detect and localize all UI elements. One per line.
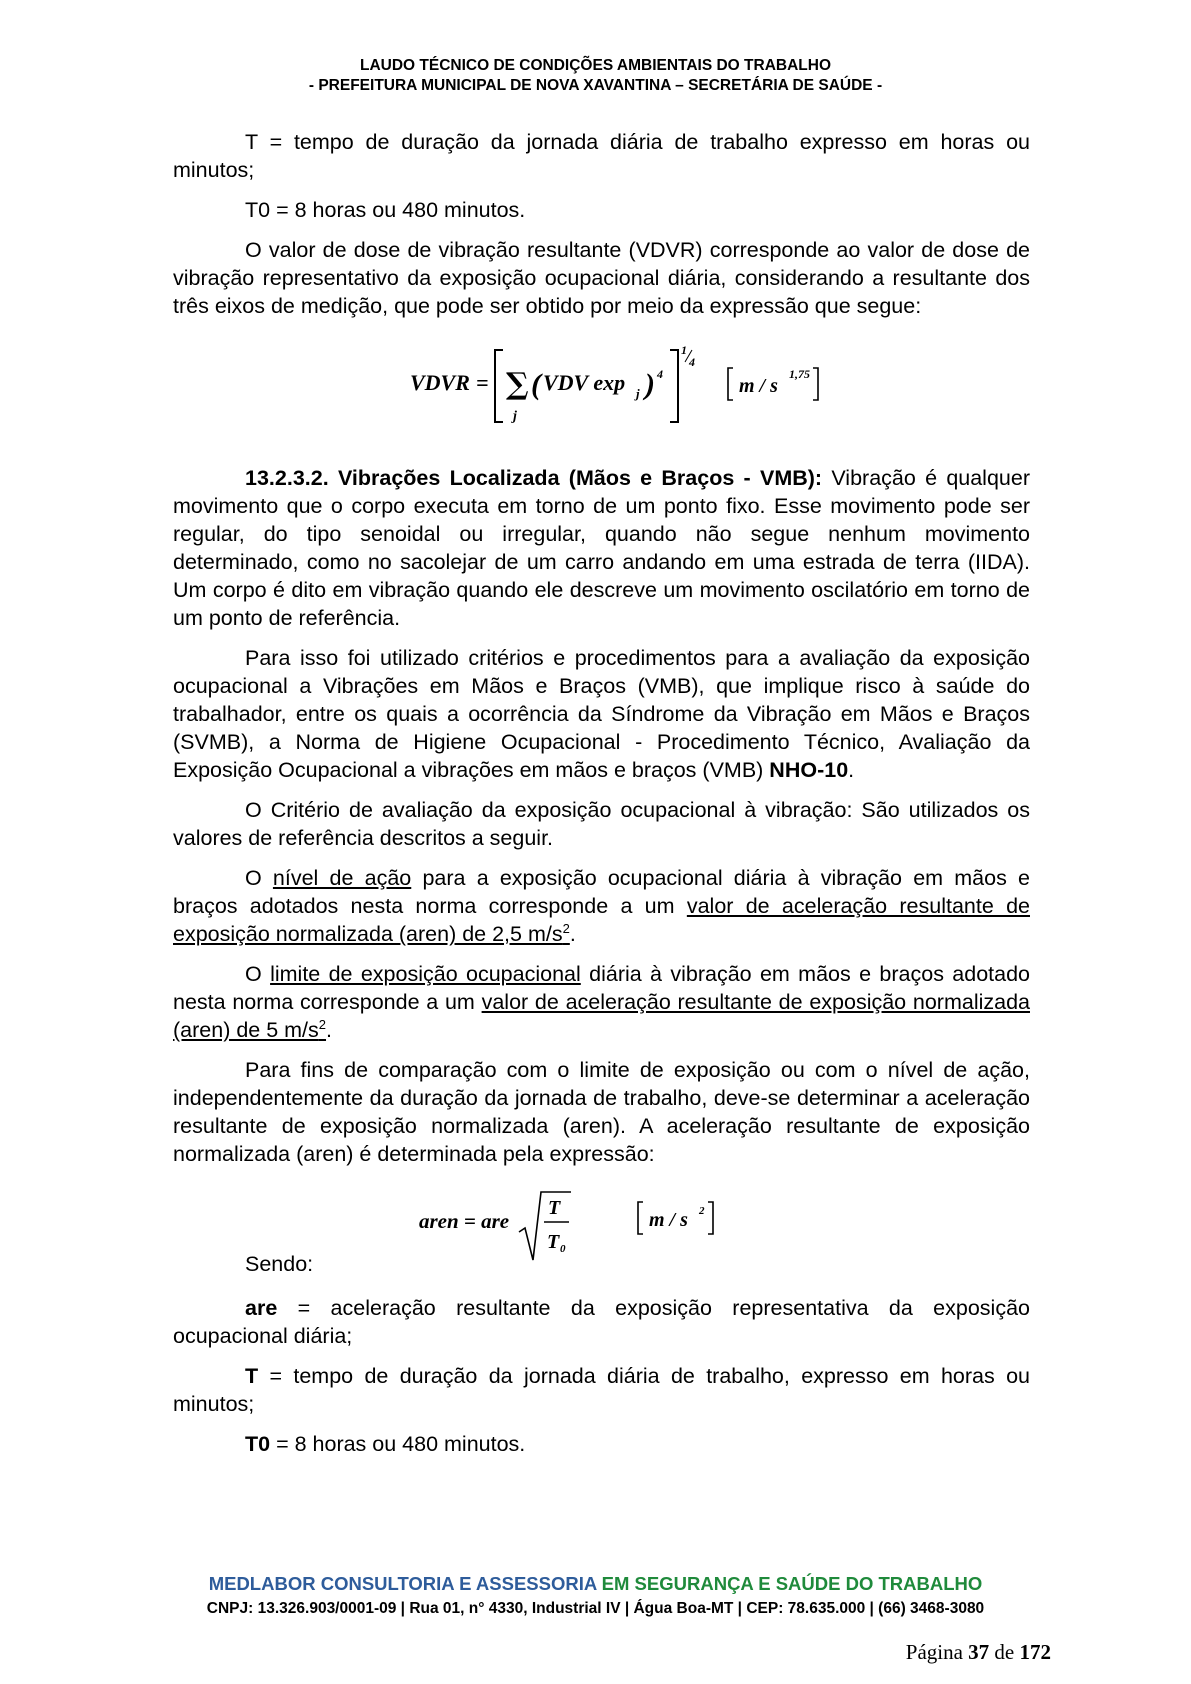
label-sendo: Sendo: bbox=[245, 1252, 314, 1276]
sum-symbol: ∑ bbox=[506, 367, 529, 402]
section-heading-vmb: 13.2.3.2. Vibrações Localizada (Mãos e Braços - VMB): bbox=[245, 466, 823, 490]
footer-company-specialty: EM SEGURANÇA E SAÚDE DO TRABALHO bbox=[596, 1573, 983, 1594]
term-exposure-limit: limite de exposição ocupacional bbox=[270, 962, 581, 986]
definition-t: T = tempo de duração da jornada diária de trabalho, expresso em horas ou minutos; bbox=[173, 1364, 1030, 1416]
paragraph-t0-definition: T0 = 8 horas ou 480 minutos. bbox=[245, 198, 526, 222]
footer-address: CNPJ: 13.326.903/0001-09 | Rua 01, n° 4330, Industrial IV | Água Boa-MT | CEP: 78.635.000 | (66) 3468-3080 bbox=[206, 1600, 985, 1617]
unit2-left-bracket bbox=[638, 1202, 643, 1234]
unit-left-bracket bbox=[728, 368, 733, 400]
outer-exponent-den: 4 bbox=[689, 355, 695, 369]
unit-right-bracket bbox=[813, 368, 818, 400]
term-action-level: nível de ação bbox=[272, 866, 412, 890]
unit-text: m / s bbox=[739, 375, 778, 397]
paragraph-t-definition: T = tempo de duração da jornada diária de trabalho expresso em horas ou minutos; bbox=[173, 130, 1030, 182]
formula-vdvr-lhs: VDVR bbox=[410, 370, 470, 395]
paragraph-comparison: Para fins de comparação com o limite de exposição ou com o nível de ação, independentemente da duração da jornada de trabalho, deve-se determinar a aceleração resultante de exposição normalizada (aren). A aceleração resultante de exposição normalizada (aren) é determinada pela expressão: bbox=[173, 1058, 1030, 1166]
value-action-level: valor de aceleração resultante de exposição normalizada (aren) de 2,5 $m/s^2$ bbox=[173, 894, 1030, 946]
fraction-numerator: T bbox=[548, 1197, 561, 1219]
right-bracket bbox=[670, 350, 678, 422]
formula-aren-lhs: aren = are bbox=[419, 1209, 510, 1233]
paragraph-evaluation: O Critério de avaliação da exposição ocupacional à vibração: São utilizados os valores de referência descritos a seguir. bbox=[173, 798, 1030, 850]
value-exposure-limit: valor de aceleração resultante de exposição normalizada (aren) de 5 $m/s^2$ bbox=[173, 990, 1030, 1042]
unit-exponent: 1,75 bbox=[789, 367, 810, 381]
norm-reference: NHO-10 bbox=[769, 758, 849, 782]
page-total: 172 bbox=[1019, 1640, 1051, 1664]
unit2-text: m / s bbox=[649, 1209, 688, 1231]
formula-vdvr-eq: = bbox=[476, 370, 489, 395]
formula-vdvr-graphic bbox=[173, 340, 1030, 436]
denominator-subscript: 0 bbox=[560, 1243, 566, 1255]
header-title: LAUDO TÉCNICO DE CONDIÇÕES AMBIENTAIS DO TRABALHO bbox=[359, 57, 832, 74]
footer-company bbox=[0, 1573, 1191, 1595]
page-number: Página 37 de 172 bbox=[905, 1640, 1051, 1664]
paragraph-action-level: O nível de ação para a exposição ocupacional diária à vibração em mãos e braços adotados nesta norma corresponde a um valor de aceleração resultante de exposição normalizada (aren) de 2,5 $m/s^2$. bbox=[173, 866, 1030, 946]
unit2-right-bracket bbox=[708, 1202, 713, 1234]
page-current: 37 bbox=[968, 1640, 990, 1664]
definition-are: are = aceleração resultante da exposição representativa da exposição ocupacional diária; bbox=[173, 1296, 1030, 1348]
close-paren: ) bbox=[645, 368, 655, 401]
formula-aren bbox=[173, 1186, 1030, 1264]
definition-t0: T0 = 8 horas ou 480 minutos. bbox=[245, 1432, 526, 1456]
formula-vdv-exp: VDV exp bbox=[543, 370, 626, 395]
fraction-denominator: T bbox=[547, 1231, 560, 1253]
formula-aren-graphic bbox=[173, 1186, 1030, 1264]
paragraph-vdvr: O valor de dose de vibração resultante (VDVR) corresponde ao valor de dose de vibração representativo da exposição ocupacional diária, considerando a resultante dos três eixos de medição, que pode ser obtido por meio da expressão que segue: bbox=[173, 238, 1030, 318]
document-header bbox=[0, 56, 1191, 96]
unit2-exponent: 2 bbox=[699, 1205, 705, 1217]
formula-vdvr bbox=[173, 340, 1030, 436]
paragraph-vmb: 13.2.3.2. Vibrações Localizada (Mãos e Braços - VMB): Vibração é qualquer movimento que o corpo executa em torno de um ponto fixo. Esse movimento pode ser regular, do tipo senoidal ou irregular, quando não segue nenhum movimento determinado, como no sacolejar de um carro andando em uma estrada de terra (IIDA). Um corpo é dito em vibração quando ele descreve um movimento oscilatório em torno de um ponto de referência. bbox=[173, 466, 1030, 630]
outer-exponent-num: 1 bbox=[681, 343, 687, 357]
term-index: j bbox=[636, 386, 640, 401]
sum-index: j bbox=[513, 409, 517, 424]
paragraph-exposure-limit: O limite de exposição ocupacional diária à vibração em mãos e braços adotado nesta norma corresponde a um valor de aceleração resultante de exposição normalizada (aren) de 5 $m/s^2$. bbox=[173, 962, 1031, 1042]
paragraph-criteria: Para isso foi utilizado critérios e procedimentos para a avaliação da exposição ocupacional a Vibrações em Mãos e Braços (VMB), que implique risco à saúde do trabalhador, entre os quais a ocorrência da Síndrome da Vibração em Mãos e Braços (SVMB), a Norma de Higiene Ocupacional - Procedimento Técnico, Avaliação da Exposição Ocupacional a vibrações em mãos e braços (VMB) NHO-10. bbox=[173, 646, 1030, 782]
header-subtitle: - PREFEITURA MUNICIPAL DE NOVA XAVANTINA – SECRETÁRIA DE SAÚDE - bbox=[308, 77, 883, 94]
open-paren: ( bbox=[531, 368, 541, 401]
inner-exponent: 4 bbox=[657, 367, 663, 381]
left-bracket bbox=[495, 350, 503, 422]
page-content bbox=[173, 128, 1030, 1470]
footer-company-name: MEDLABOR CONSULTORIA E ASSESSORIA bbox=[208, 1573, 597, 1594]
